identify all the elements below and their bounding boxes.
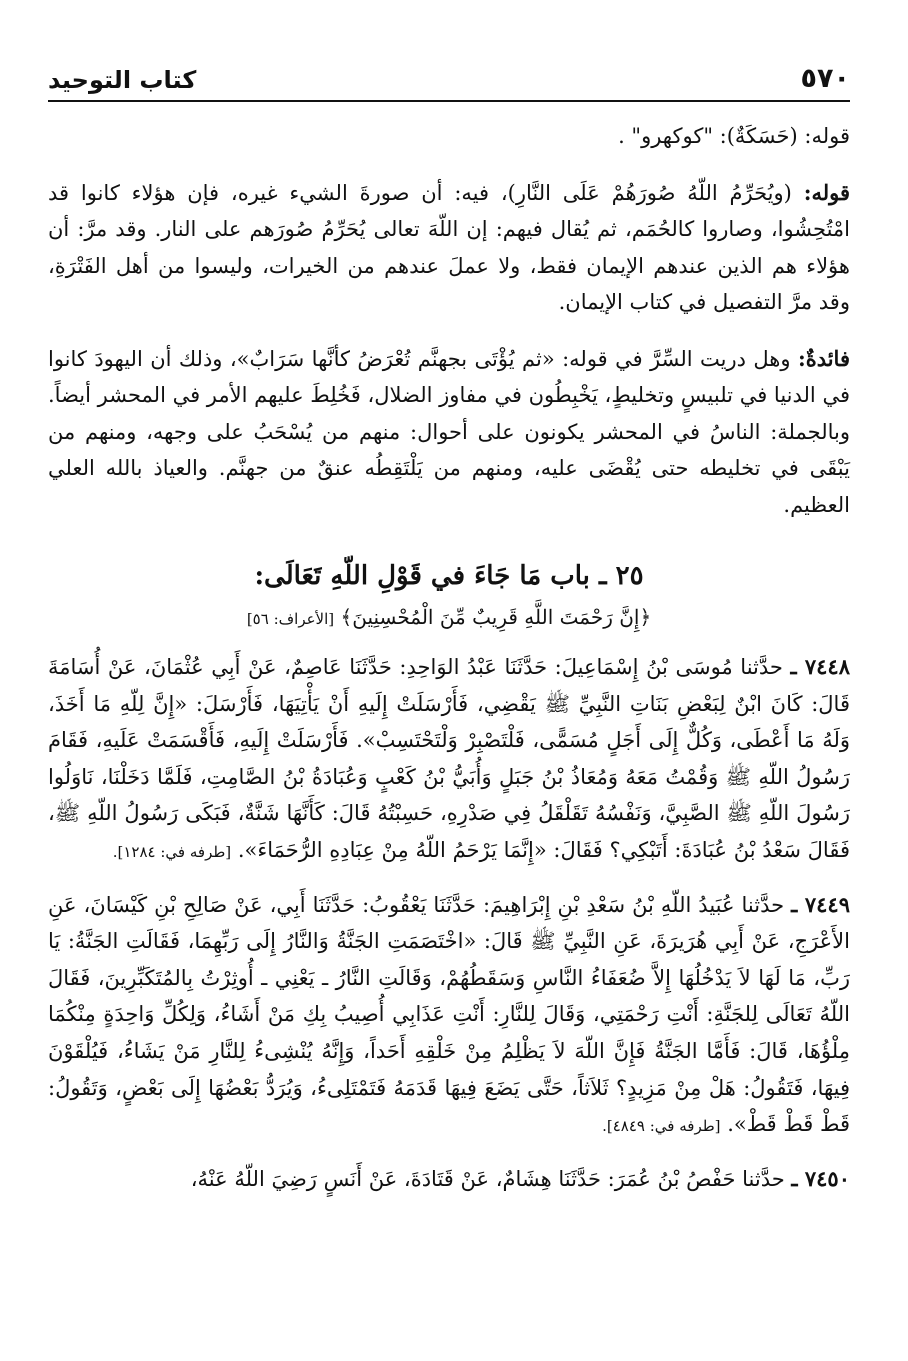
hadith-text: حدَّثنا عُبَيدُ اللّهِ بْنُ سَعْدِ بْنِ إِبْرَاهِيمَ: حَدَّثَنَا يَعْقُوبُ: حَدَّثَنَا أَبِي، عَنْ صَالِحِ بْنِ كَيْسَانَ، عَنِ الأَعْرَجِ، عَنْ أَبِي هُرَيرَةَ، عَنِ النَّبِيِّ ﷺ قَالَ: «اخْتَصَمَتِ الجَنَّةُ وَالنَّارُ إِلَى رَبِّهِمَا، فَقَالَتِ الجَنَّةُ: يَا رَبِّ، مَا لَهَا لاَ يَدْخُلُهَا إِلاَّ ضُعَفَاءُ النَّاسِ وَسَقَطُهُمْ، وَقَالَتِ النَّارُ ـ يَعْنِي ـ أُوثِرْتُ بِالمُتَكَبِّرِينَ، فَقَالَ اللّهُ تَعَالَى لِلجَنَّةِ: أَنْتِ رَحْمَتِي، وَقَالَ لِلنَّارِ: أَنْتِ عَذَابِي أُصِيبُ بِكِ مَنْ أَشَاءُ، وَلِكُلِّ وَاحِدَةٍ مِنْكُمَا مِلْؤُهَا، قَالَ: فَأَمَّا الجَنَّةُ فَإِنَّ اللّهَ لاَ يَظْلِمُ مِنْ خَلْقِهِ أَحَداً، وَإِنَّهُ يُنْشِىءُ لِلنَّارِ مَنْ يَشَاءُ، فَيُلْقَوْنَ فِيهَا، فَتَقُولُ: هَلْ مِنْ مَزِيدٍ؟ ثَلاَثاً، حَتَّى يَضَعَ فِيهَا قَدَمَهُ فَتَمْتَلِىءُ، وَيُرَدُّ بَعْضُهَا إِلَى بَعْضٍ، وَتَقُولُ: قَطْ قَطْ قَطْ». [48,892,850,1137]
chapter-verse-line [48,601,850,635]
hadith-cross-reference: [طرفه في: ١٢٨٤]. [112,842,232,861]
commentary-text: (ويُحَرِّمُ اللّهُ صُورَهُمْ عَلَى النَّارِ)، فيه: أن صورةَ الشيء غيره، فإن هؤلاء كانوا قد امْتُحِشُوا، وصاروا كالحُمَم، ثم يُقال فيهم: إن اللّهَ تعالى يُحَرِّمُ صُورَهم على النار. وقد مرَّ: أن هؤلاء هم الذين عندهم الإيمان فقط، ولا عملَ عندهم من الخيرات، وليسوا من أهل الفَتْرَةِ، وقد مرَّ التفصيل في كتاب الإيمان. [48,180,850,314]
hadith-text: حدَّثنا حَفْصُ بْنُ عُمَرَ: حَدَّثَنَا هِشَامٌ، عَنْ قَتَادَةَ، عَنْ أَنَسٍ رَضِيَ اللّهُ عَنْهُ، [190,1166,785,1191]
commentary-paragraph [48,118,850,155]
hadith-entry [48,1161,850,1198]
hadith-number: ٧٤٥٠ ـ [791,1165,850,1191]
book-title: كتاب التوحيد [48,66,197,94]
hadith-number: ٧٤٤٩ ـ [791,891,850,917]
benefit-text: وهل دريت السِّرَّ في قوله: «ثم يُؤْتَى بجهنَّم تُعْرَضُ كأنَّها سَرَابٌ»، وذلك أن اليهودَ كانوا في الدنيا في تلبيسٍ وتخليطٍ، يَخْبِطُون في مفاوز الضلال، فَخُلِطَ عليهم الأمر في المحشر أيضاً. وبالجملة: الناسُ في المحشر يكونون على أحوال: منهم من يُسْحَبُ على وجهه، ومنهم من يَبْقَى في تخليطه حتى يُقْضَى عليه، ومنهم من يَلْتَقِطُه عنقٌ من جهنَّم. والعياذ بالله العلي العظيم. [48,346,850,517]
chapter-heading [48,557,850,635]
hadith-number: ٧٤٤٨ ـ [790,654,850,679]
commentary-paragraph [48,175,850,321]
hadith-entry [48,887,850,1145]
benefit-lead: فائدةٌ: [797,345,850,371]
page-header [48,60,850,102]
hadith-text: حدَّثنا مُوسَى بْنُ إِسْمَاعِيلَ: حَدَّثَنَا عَبْدُ الوَاحِدِ: حَدَّثَنَا عَاصِمٌ، عَنْ أَبِي عُثْمَانَ، عَنْ أُسَامَةَ قَالَ: كَانَ ابْنٌ لِبَعْضِ بَنَاتِ النَّبِيِّ ﷺ يَقْضِي، فَأَرْسَلَتْ إِلَيهِ أَنْ يَأْتِيَهَا، فَأَرْسَلَ: «إِنَّ لِلّهِ مَا أَخَذَ، وَلَهُ مَا أَعْطَى، وَكُلٌّ إِلَى أَجَلٍ مُسَمًّى، فَلْتَصْبِرْ وَلْتَحْتَسِبْ». فَأَرْسَلَتْ إِلَيهِ، فَأَقْسَمَتْ عَلَيهِ، فَقَامَ رَسُولُ اللّهِ ﷺ وَقُمْتُ مَعَهُ وَمُعَاذُ بْنُ جَبَلٍ وَأُبَيُّ بْنُ كَعْبٍ وَعُبَادَةُ بْنُ الصَّامِتِ، فَلَمَّا دَخَلْنَا، نَاوَلُوا رَسُولَ اللّهِ ﷺ الصَّبِيَّ، وَنَفْسُهُ تَقَلْقَلُ فِي صَدْرِهِ، حَسِبْتُهُ قَالَ: كَأَنَّهَا شَنَّةٌ، فَبَكَى رَسُولُ اللّهِ ﷺ، فَقَالَ سَعْدُ بْنُ عُبَادَةَ: أَتَبْكِي؟ فَقَالَ: «إِنَّمَا يَرْحَمُ اللّهُ مِنْ عِبَادِهِ الرُّحَمَاءَ». [48,655,850,862]
hadith-cross-reference: [طرفه في: ٤٨٤٩]. [602,1117,721,1136]
commentary-text: قوله: (حَسَكَةٌ): "كوكهرو" . [618,124,850,148]
commentary-lead: قوله: [803,179,850,205]
benefit-paragraph [48,341,850,524]
commentary-section [48,118,850,523]
quran-verse: ﴿إِنَّ رَحْمَتَ اللَّهِ قَرِيبٌ مِّنَ الْمُحْسِنِينَ﴾ [340,605,652,629]
page-number: ٥٧٠ [800,63,850,94]
hadith-section [48,649,850,1197]
verse-reference: [الأعراف: ٥٦] [246,610,335,628]
chapter-title: ٢٥ ـ باب مَا جَاءَ في قَوْلِ اللّهِ تَعَالَى: [254,561,644,591]
hadith-entry [48,649,850,871]
